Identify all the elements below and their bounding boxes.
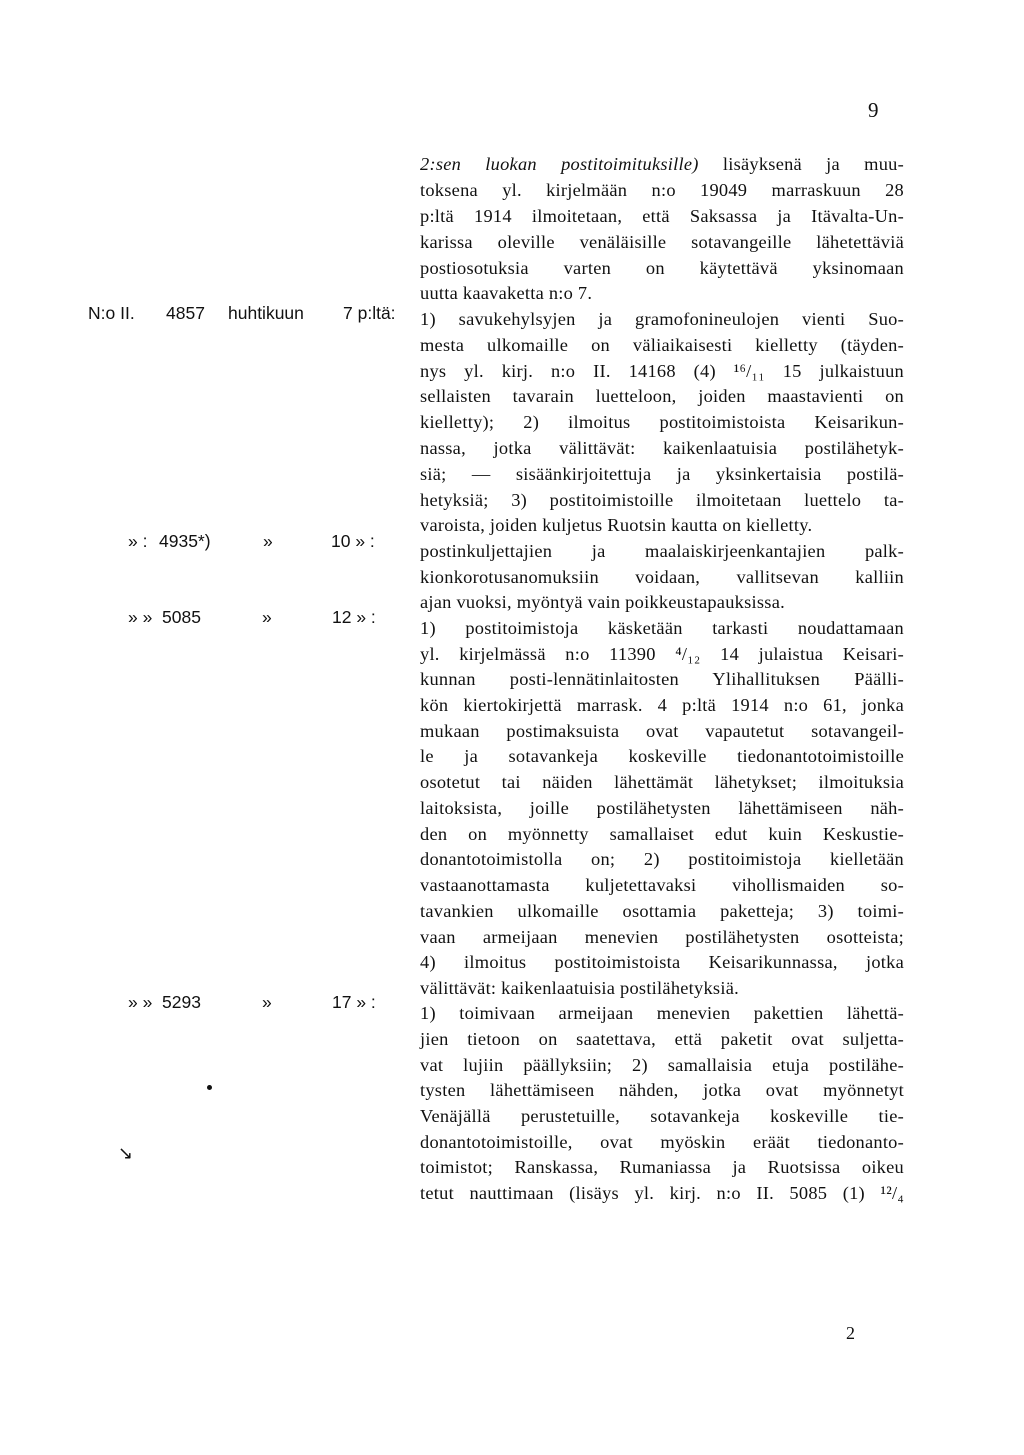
body-line: vat lujiin päällyksiin; 2) samallaisia etuja postilähe- <box>420 1055 904 1075</box>
body-line: hetyksiä; 3) postitoimistoille ilmoitetaan luettelo ta- <box>420 490 904 510</box>
body-line: tetut nauttimaan (lisäys yl. kirj. n:o II. 5085 (1) ¹²/₄ <box>420 1183 904 1203</box>
opening-rest: lisäyksenä ja muu- <box>698 154 904 174</box>
body-line: donantotoimistoille, ovat myöskin eräät tiedonanto- <box>420 1132 904 1152</box>
page-number: 9 <box>868 98 879 122</box>
body-line: uutta kaavaketta n:o 7. <box>420 283 593 303</box>
body-line: den on myönnetty samallaiset edut kuin Keskustie- <box>420 824 904 844</box>
margin-series: » » <box>128 992 153 1012</box>
margin-month: » <box>262 992 272 1012</box>
body-line: postiosotuksia varten on käytettävä yksinomaan <box>420 258 904 278</box>
body-line: sellaisten tavarain luetteloon, joiden maastavienti on <box>420 386 904 406</box>
body-line: nys yl. kirj. n:o II. 14168 (4) ¹⁶/₁₁ 15 julkaistuun <box>420 361 904 381</box>
margin-day: 17 » : <box>332 992 376 1012</box>
body-line: varoista, joiden kuljetus Ruotsin kautta on kielletty. <box>420 515 813 535</box>
margin-month: » <box>263 531 273 551</box>
body-line: kunnan posti-lennätinlaitosten Ylihallituksen Päälli- <box>420 669 904 689</box>
body-line: 4) ilmoitus postitoimistoista Keisarikunnassa, jotka <box>420 952 904 972</box>
margin-series: » » <box>128 607 153 627</box>
body-line: kön kiertokirjettä marrask. 4 p:ltä 1914 n:o 61, jonka <box>420 695 904 715</box>
margin-number: 4857 <box>166 303 205 323</box>
body-line: p:ltä 1914 ilmoitetaan, että Saksassa ja Itävalta-Un- <box>420 206 904 226</box>
margin-number: 5293 <box>162 992 201 1012</box>
body-line: karissa oleville venäläisille sotavangeille lähetettäviä <box>420 232 904 252</box>
body-line: postinkuljettajien ja maalaiskirjeenkantajien palk- <box>420 541 904 561</box>
body-line: tavankien ulkomaille osottamia paketteja; 3) toimi- <box>420 901 904 921</box>
margin-number: 4935*) <box>159 531 211 551</box>
pencil-tick-icon: ↘ <box>118 1143 134 1164</box>
body-line: mesta ulkomaille on väliaikaisesti kielletty (täyden- <box>420 335 904 355</box>
body-line: vastaanottamasta kuljetettavaksi vihollismaiden so- <box>420 875 904 895</box>
margin-series: » : <box>128 531 148 551</box>
body-line: jien tietoon on saatettava, että paketit ovat suljetta- <box>420 1029 904 1049</box>
body-line: toksena yl. kirjelmään n:o 19049 marraskuun 28 <box>420 180 904 200</box>
body-line: le ja sotavankeja koskeville tiedonantotoimistoille <box>420 746 904 766</box>
margin-day: 7 p:ltä: <box>343 303 396 323</box>
body-line: 1) savukehylsyjen ja gramofonineulojen vienti Suo- <box>420 309 904 329</box>
body-line: toimistot; Ranskassa, Rumaniassa ja Ruotsissa oikeu <box>420 1157 904 1177</box>
margin-day: 10 » : <box>331 531 375 551</box>
body-line: vaan armeijaan menevien postilähetysten osotteista; <box>420 927 904 947</box>
body-line: kionkorotusanomuksiin voidaan, vallitsevan kalliin <box>420 567 904 587</box>
body-line: mukaan postimaksuista ovat vapautetut sotavangeil- <box>420 721 904 741</box>
body-line: laitoksista, joille postilähetysten lähettämiseen näh- <box>420 798 904 818</box>
body-line: kielletty); 2) ilmoitus postitoimistoista Keisarikun- <box>420 412 904 432</box>
body-line <box>420 155 904 173</box>
margin-day: 12 » : <box>332 607 376 627</box>
footer-number: 2 <box>846 1323 855 1343</box>
body-line: donantotoimistolla on; 2) postitoimistoja kielletään <box>420 849 904 869</box>
body-line: tysten lähettämiseen nähden, jotka ovat myönnetyt <box>420 1080 904 1100</box>
body-line: 1) postitoimistoja käsketään tarkasti noudattamaan <box>420 618 904 638</box>
ink-dot-mark <box>207 1085 212 1090</box>
margin-month: » <box>262 607 272 627</box>
opening-italic: 2:sen luokan postitoimituksille) <box>420 154 699 174</box>
margin-series: N:o II. <box>88 303 135 323</box>
body-line: 1) toimivaan armeijaan menevien pakettien lähettä- <box>420 1003 904 1023</box>
body-line: Venäjällä perustetuille, sotavankeja koskeville tie- <box>420 1106 904 1126</box>
body-line: välittävät: kaikenlaatuisia postilähetyksiä. <box>420 978 739 998</box>
body-line: ajan vuoksi, myöntyä vain poikkeustapauksissa. <box>420 592 785 612</box>
margin-month: huhtikuun <box>228 303 304 323</box>
body-line: nassa, jotka välittävät: kaikenlaatuisia postilähetyk- <box>420 438 904 458</box>
margin-number: 5085 <box>162 607 201 627</box>
body-line: siä; — sisäänkirjoitettuja ja yksinkertaisia postilä- <box>420 464 904 484</box>
body-line: yl. kirjelmässä n:o 11390 ⁴/₁₂ 14 julaistua Keisari- <box>420 644 904 664</box>
body-line: osotetut tai näiden lähettämät lähetykset; ilmoituksia <box>420 772 904 792</box>
